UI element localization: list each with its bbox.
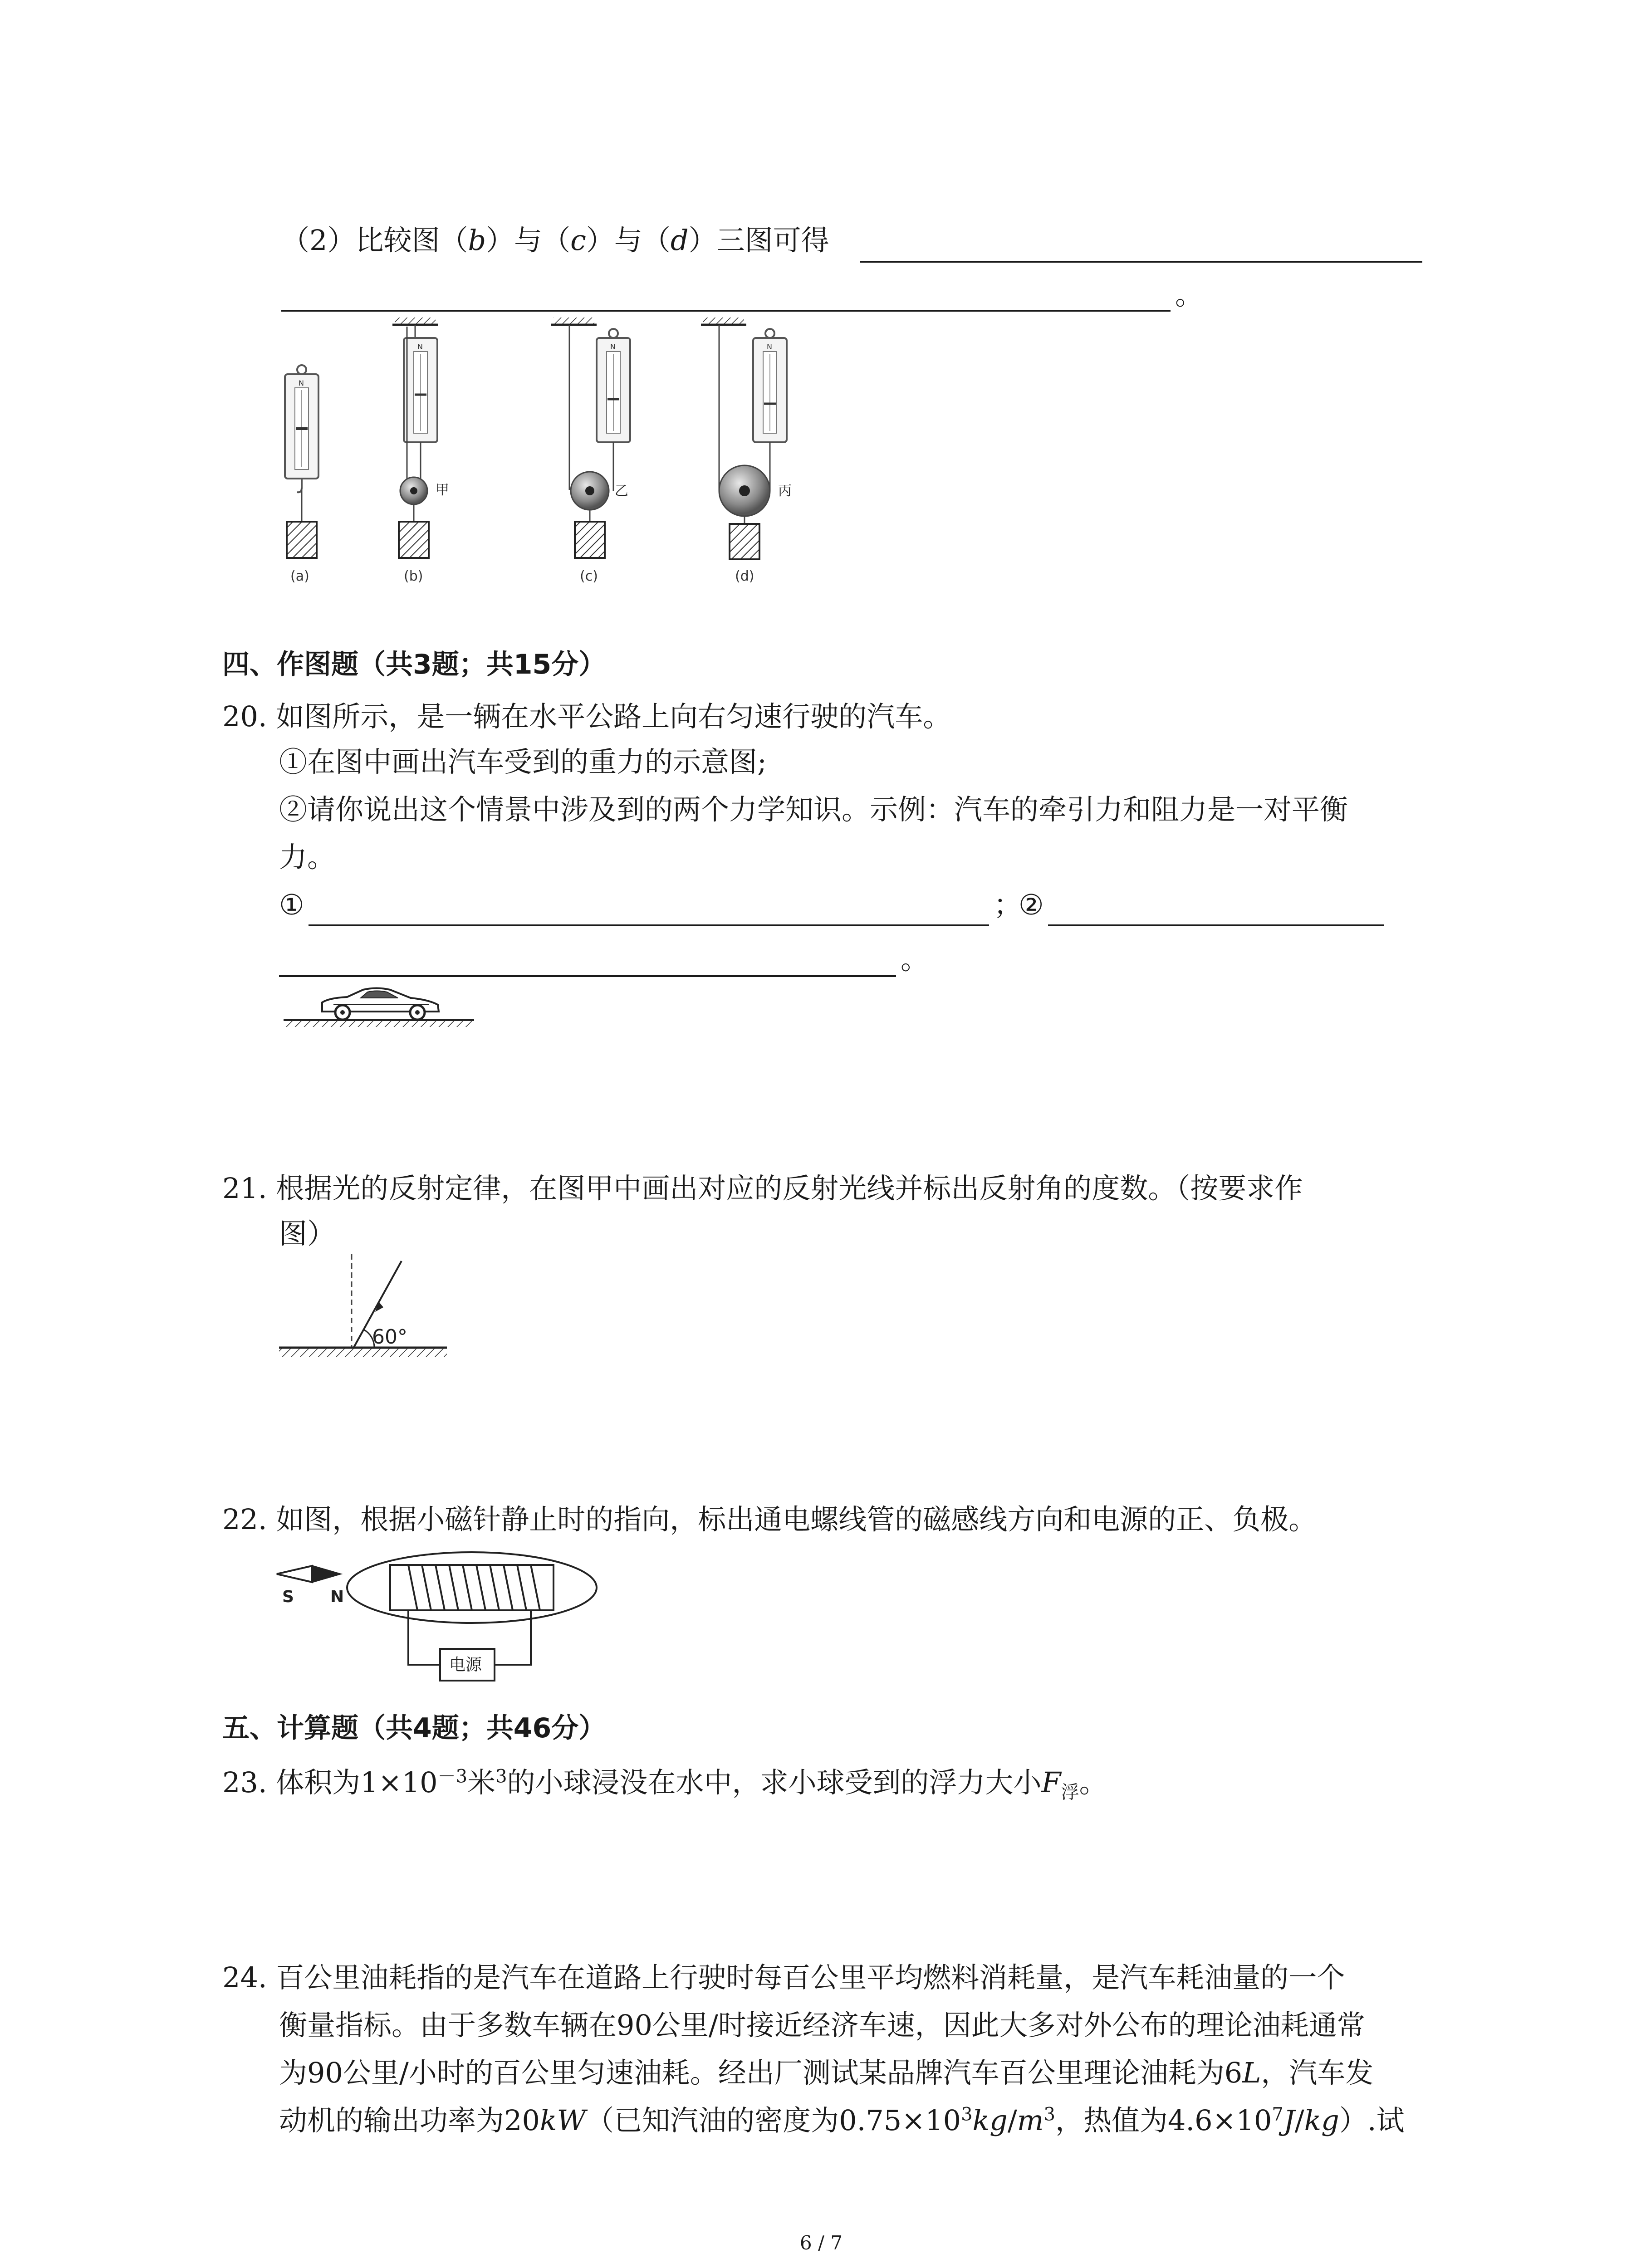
q20-line-1: 20. 如图所示，是一辆在水平公路上向右匀速行驶的汽车。 (222, 700, 951, 733)
fig-label-a: (a) (290, 568, 309, 584)
section-5-title: 五、计算题（共4题；共46分） (222, 1712, 606, 1744)
light-reflection-figure (279, 1252, 451, 1365)
section-4-title: 四、作图题（共3题；共15分） (222, 649, 606, 680)
scale-c (551, 318, 630, 558)
fig-label-b: (b) (404, 568, 423, 584)
q23-text: 23. 体积为$1\times 10^{-3}$米$^3$的小球浸没在水中，求小球受到的浮力大小$F_浮$。 (222, 1766, 1107, 1803)
power-source-label: 电源 (449, 1656, 482, 1674)
q20-line-3: ②请你说出这个情景中涉及到的两个力学知识。示例：汽车的牵引力和阻力是一对平衡 (279, 793, 1348, 826)
q19-part2-text: （2）比较图（b）与（c）与（d）三图可得 (281, 224, 829, 257)
q19-answer-blank-1[interactable] (860, 261, 1422, 263)
q20-line-4: 力。 (279, 841, 336, 874)
scale-b (392, 318, 449, 558)
car-on-road-figure (279, 980, 479, 1030)
q24-line-2: 衡量指标。由于多数车辆在90公里/时接近经济车速，因此大多对外公布的理论油耗通常 (279, 2009, 1365, 2042)
solenoid-figure (272, 1547, 599, 1692)
scale-d (701, 318, 792, 559)
pulley-label-yi: 乙 (615, 483, 628, 499)
q24-line-3: 为90公里/小时的百公里匀速油耗。经出厂测试某品牌汽车百公里理论油耗为6L，汽车发 (279, 2056, 1374, 2089)
q20-line-2: ①在图中画出汽车受到的重力的示意图; (279, 745, 767, 778)
svg-text:N: N (417, 342, 423, 351)
q20-blank-2-label: ② (1019, 888, 1044, 921)
q20-blank-1-label: ① (279, 888, 304, 921)
q20-end-mark: 。 (901, 943, 929, 976)
q20-answer-blank-2[interactable] (1048, 924, 1384, 926)
svg-text:N: N (299, 379, 304, 387)
svg-text:N: N (610, 342, 616, 351)
q24-line-1: 24. 百公里油耗指的是汽车在道路上行驶时每百公里平均燃料消耗量，是汽车耗油量的一个 (222, 1961, 1345, 1994)
fig-label-d: (d) (735, 568, 754, 584)
pole-s: S (282, 1588, 294, 1606)
q21-line-1: 21. 根据光的反射定律，在图甲中画出对应的反射光线并标出反射角的度数。（按要求作 (222, 1172, 1303, 1205)
pulley-label-jia: 甲 (436, 482, 449, 498)
angle-label: 60° (372, 1325, 407, 1349)
q20-answer-blank-1[interactable] (309, 924, 989, 926)
q20-answer-blank-3[interactable] (279, 975, 896, 977)
q22-line-1: 22. 如图，根据小磁针静止时的指向，标出通电螺线管的磁感线方向和电源的正、负极。 (222, 1503, 1317, 1536)
q21-line-2: 图） (279, 1217, 336, 1250)
spring-scale-pulley-figure (254, 308, 844, 599)
fig-label-c: (c) (580, 568, 598, 584)
q19-end-mark: 。 (1175, 278, 1204, 311)
scale-a (285, 365, 318, 558)
q20-separator: ； (994, 888, 1022, 921)
pulley-label-bing: 丙 (778, 483, 792, 499)
page-number: 6 / 7 (799, 2232, 843, 2254)
q24-line-4: 动机的输出功率为20kW（已知汽油的密度为$0.75\times 10^3kg/m^3$，热值为$4.6\times 10^7J/kg$）.试 (279, 2104, 1405, 2137)
pole-n: N (330, 1588, 344, 1606)
svg-text:N: N (767, 342, 772, 351)
